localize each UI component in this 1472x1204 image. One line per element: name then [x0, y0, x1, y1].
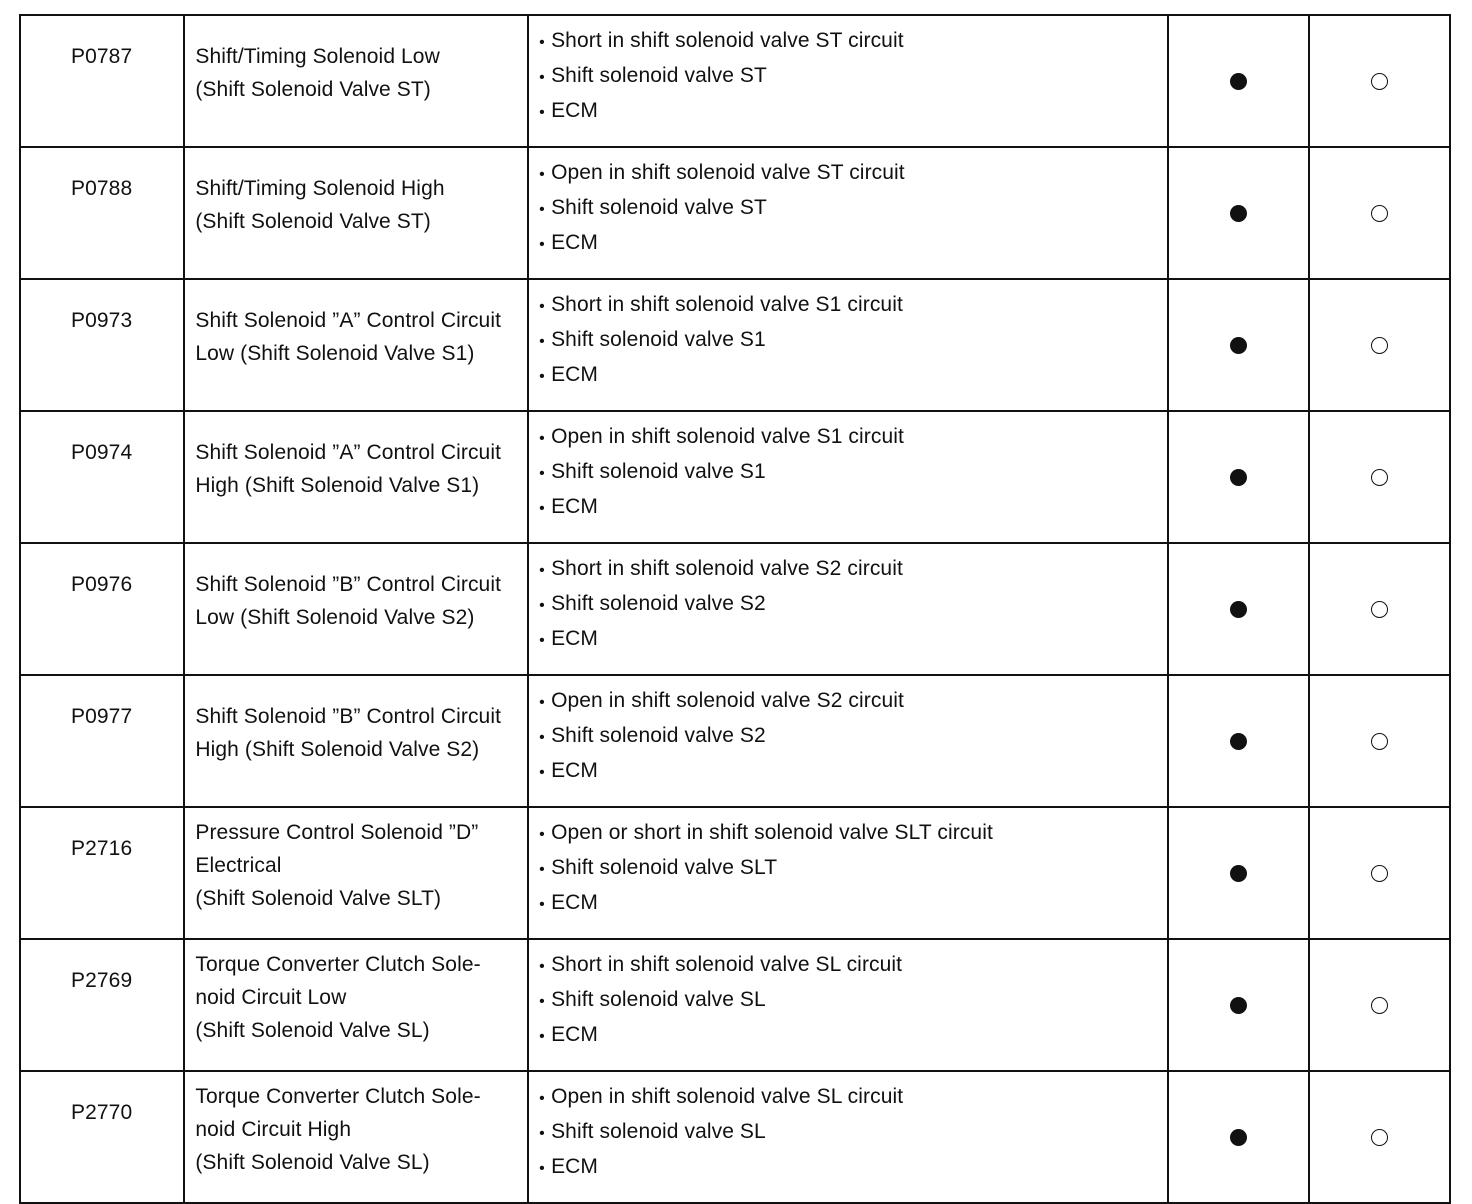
trouble-area-list — [528, 15, 1168, 147]
dtc-table — [19, 14, 1451, 1204]
trouble-area-item: • Shift solenoid valve S2 — [539, 719, 1167, 754]
detection-item-line: Shift/Timing Solenoid Low — [195, 45, 440, 68]
trouble-area-item: • ECM — [539, 1150, 1167, 1185]
detection-item — [184, 1071, 528, 1203]
table-row — [20, 279, 1450, 411]
trouble-area-item: • Open in shift solenoid valve SL circuit — [539, 1080, 1167, 1115]
detection-item-line: High (Shift Solenoid Valve S2) — [195, 738, 480, 761]
memory-cell — [1309, 543, 1450, 675]
dtc-code: P2770 — [20, 1071, 184, 1203]
trouble-area-item: • Shift solenoid valve ST — [539, 191, 1167, 226]
memory-cell — [1309, 1071, 1450, 1203]
detection-item-line: Pressure Control Solenoid ”D” — [195, 821, 479, 844]
trouble-area-list — [528, 411, 1168, 543]
detection-item — [184, 939, 528, 1071]
dtc-code: P2769 — [20, 939, 184, 1071]
trouble-area-item: • Short in shift solenoid valve S1 circuit — [539, 288, 1167, 323]
trouble-area-list — [528, 939, 1168, 1071]
open-circle-icon — [1371, 601, 1388, 618]
trouble-area-list — [528, 1071, 1168, 1203]
detection-item-line: Torque Converter Clutch Sole- — [195, 953, 481, 976]
filled-circle-icon — [1230, 601, 1247, 618]
filled-circle-icon — [1230, 469, 1247, 486]
dtc-code: P0977 — [20, 675, 184, 807]
memory-cell — [1309, 15, 1450, 147]
detection-item-line: Electrical — [195, 854, 282, 877]
detection-item-line: (Shift Solenoid Valve SL) — [195, 1019, 430, 1042]
detection-item-line: Shift/Timing Solenoid High — [195, 177, 445, 200]
memory-cell — [1309, 279, 1450, 411]
mil-cell — [1168, 543, 1308, 675]
mil-cell — [1168, 675, 1308, 807]
detection-item-line: noid Circuit Low — [195, 986, 347, 1009]
open-circle-icon — [1371, 1129, 1388, 1146]
dtc-code: P0976 — [20, 543, 184, 675]
table-row — [20, 1071, 1450, 1203]
mil-cell — [1168, 147, 1308, 279]
trouble-area-item: • ECM — [539, 490, 1167, 525]
open-circle-icon — [1371, 997, 1388, 1014]
trouble-area-list — [528, 807, 1168, 939]
filled-circle-icon — [1230, 337, 1247, 354]
table-row — [20, 807, 1450, 939]
memory-cell — [1309, 807, 1450, 939]
detection-item-line: Torque Converter Clutch Sole- — [195, 1085, 481, 1108]
trouble-area-item: • ECM — [539, 1018, 1167, 1053]
trouble-area-list — [528, 147, 1168, 279]
trouble-area-item: • Shift solenoid valve ST — [539, 59, 1167, 94]
trouble-area-item: • ECM — [539, 94, 1167, 129]
trouble-area-item: • Open or short in shift solenoid valve SLT circuit — [539, 816, 1167, 851]
detection-item-line: Shift Solenoid ”B” Control Circuit — [195, 573, 502, 596]
detection-item — [184, 147, 528, 279]
trouble-area-list — [528, 279, 1168, 411]
detection-item-line: noid Circuit High — [195, 1118, 352, 1141]
detection-item-line: Shift Solenoid ”A” Control Circuit — [195, 309, 502, 332]
table-row — [20, 15, 1450, 147]
detection-item — [184, 279, 528, 411]
table-row — [20, 939, 1450, 1071]
trouble-area-item: • Short in shift solenoid valve ST circuit — [539, 24, 1167, 59]
filled-circle-icon — [1230, 997, 1247, 1014]
filled-circle-icon — [1230, 1129, 1247, 1146]
detection-item-line: High (Shift Solenoid Valve S1) — [195, 474, 480, 497]
memory-cell — [1309, 147, 1450, 279]
mil-cell — [1168, 411, 1308, 543]
open-circle-icon — [1371, 733, 1388, 750]
mil-cell — [1168, 279, 1308, 411]
detection-item — [184, 807, 528, 939]
memory-cell — [1309, 939, 1450, 1071]
open-circle-icon — [1371, 865, 1388, 882]
dtc-code: P0974 — [20, 411, 184, 543]
open-circle-icon — [1371, 337, 1388, 354]
detection-item-line: (Shift Solenoid Valve ST) — [195, 78, 431, 101]
dtc-code: P0973 — [20, 279, 184, 411]
mil-cell — [1168, 1071, 1308, 1203]
open-circle-icon — [1371, 469, 1388, 486]
trouble-area-item: • Shift solenoid valve SL — [539, 983, 1167, 1018]
detection-item — [184, 543, 528, 675]
trouble-area-item: • Shift solenoid valve SLT — [539, 851, 1167, 886]
table-row — [20, 147, 1450, 279]
filled-circle-icon — [1230, 73, 1247, 90]
detection-item-line: Shift Solenoid ”B” Control Circuit — [195, 705, 502, 728]
table-row — [20, 675, 1450, 807]
trouble-area-item: • Shift solenoid valve S1 — [539, 323, 1167, 358]
trouble-area-list — [528, 675, 1168, 807]
detection-item-line: (Shift Solenoid Valve SLT) — [195, 887, 442, 910]
memory-cell — [1309, 675, 1450, 807]
dtc-code: P0788 — [20, 147, 184, 279]
mil-cell — [1168, 807, 1308, 939]
dtc-table-body — [20, 15, 1450, 1203]
trouble-area-item: • Open in shift solenoid valve S1 circuit — [539, 420, 1167, 455]
table-row — [20, 411, 1450, 543]
mil-cell — [1168, 939, 1308, 1071]
table-row — [20, 543, 1450, 675]
trouble-area-item: • Short in shift solenoid valve SL circuit — [539, 948, 1167, 983]
detection-item — [184, 675, 528, 807]
trouble-area-item: • Open in shift solenoid valve S2 circuit — [539, 684, 1167, 719]
mil-cell — [1168, 15, 1308, 147]
detection-item-line: (Shift Solenoid Valve ST) — [195, 210, 431, 233]
detection-item-line: (Shift Solenoid Valve SL) — [195, 1151, 430, 1174]
trouble-area-item: • Short in shift solenoid valve S2 circuit — [539, 552, 1167, 587]
dtc-code: P2716 — [20, 807, 184, 939]
open-circle-icon — [1371, 205, 1388, 222]
dtc-code: P0787 — [20, 15, 184, 147]
detection-item-line: Low (Shift Solenoid Valve S2) — [195, 606, 475, 629]
trouble-area-item: • ECM — [539, 754, 1167, 789]
memory-cell — [1309, 411, 1450, 543]
open-circle-icon — [1371, 73, 1388, 90]
trouble-area-item: • Shift solenoid valve S2 — [539, 587, 1167, 622]
detection-item-line: Low (Shift Solenoid Valve S1) — [195, 342, 475, 365]
trouble-area-item: • ECM — [539, 226, 1167, 261]
trouble-area-item: • ECM — [539, 358, 1167, 393]
filled-circle-icon — [1230, 733, 1247, 750]
detection-item — [184, 15, 528, 147]
trouble-area-item: • Shift solenoid valve SL — [539, 1115, 1167, 1150]
filled-circle-icon — [1230, 865, 1247, 882]
trouble-area-item: • ECM — [539, 622, 1167, 657]
trouble-area-item: • Open in shift solenoid valve ST circuit — [539, 156, 1167, 191]
trouble-area-item: • ECM — [539, 886, 1167, 921]
detection-item-line: Shift Solenoid ”A” Control Circuit — [195, 441, 502, 464]
trouble-area-item: • Shift solenoid valve S1 — [539, 455, 1167, 490]
filled-circle-icon — [1230, 205, 1247, 222]
detection-item — [184, 411, 528, 543]
trouble-area-list — [528, 543, 1168, 675]
